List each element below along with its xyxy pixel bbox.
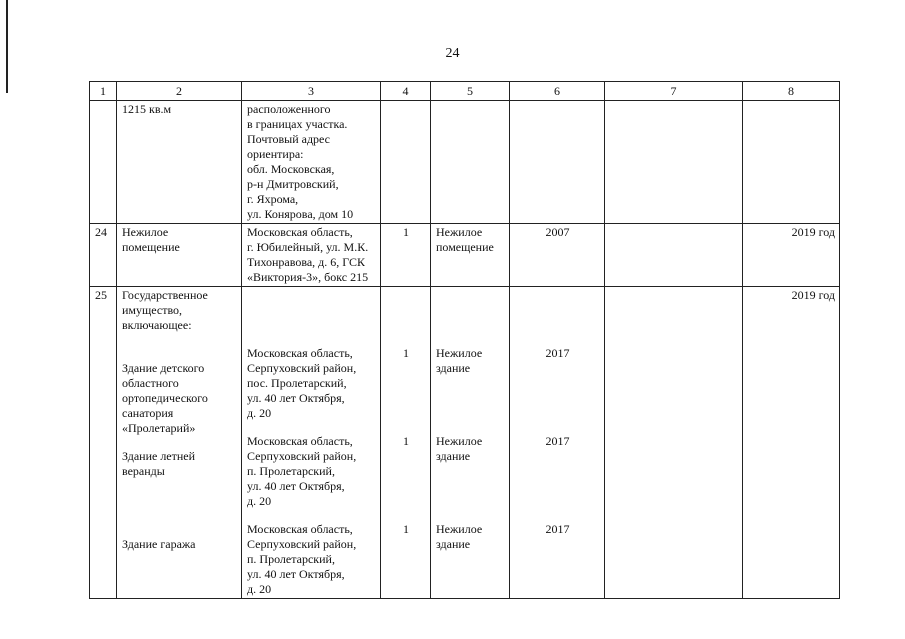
address-line: Серпуховский район, bbox=[247, 537, 357, 551]
year-cell bbox=[510, 101, 605, 224]
name-line: 1215 кв.м bbox=[122, 102, 172, 116]
header-cell: 4 bbox=[381, 82, 431, 101]
quantity-value: 1 bbox=[403, 346, 409, 360]
year-cell bbox=[510, 287, 605, 599]
year-value: 2017 bbox=[545, 434, 570, 448]
address-line: д. 20 bbox=[247, 494, 272, 508]
quantity-value: 1 bbox=[403, 434, 409, 448]
year-value: 2017 bbox=[545, 346, 570, 360]
header-cell: 1 bbox=[90, 82, 117, 101]
col7-cell bbox=[605, 287, 743, 599]
address-line: ул. 40 лет Октября, bbox=[247, 479, 345, 493]
header-cell: 7 bbox=[605, 82, 743, 101]
sub-item-name: Здание детского bbox=[122, 361, 205, 375]
sub-item-name: областного bbox=[122, 376, 179, 390]
address-line: ул. 40 лет Октября, bbox=[247, 567, 345, 581]
address-line: Московская область, bbox=[247, 434, 353, 448]
address-line: Московская область, bbox=[247, 225, 353, 239]
type-line: Нежилое bbox=[436, 522, 483, 536]
address-line: п. Пролетарский, bbox=[247, 464, 335, 478]
type-line: помещение bbox=[436, 240, 494, 254]
header-cell: 3 bbox=[242, 82, 381, 101]
name-line: имущество, bbox=[122, 303, 183, 317]
col7-cell bbox=[605, 224, 743, 287]
address-line: ориентира: bbox=[247, 147, 304, 161]
address-line: р-н Дмитровский, bbox=[247, 177, 339, 191]
name-line: Нежилое bbox=[122, 225, 169, 239]
type-cell bbox=[431, 287, 510, 599]
address-line: Московская область, bbox=[247, 346, 353, 360]
address-line: Серпуховский район, bbox=[247, 449, 357, 463]
quantity-cell: 1 bbox=[381, 224, 431, 287]
address-line: обл. Московская, bbox=[247, 162, 335, 176]
row-number-cell bbox=[90, 101, 117, 224]
address-cell bbox=[242, 224, 381, 287]
address-line: «Виктория-3», бокс 215 bbox=[247, 270, 369, 284]
type-cell bbox=[431, 224, 510, 287]
type-line: здание bbox=[436, 537, 471, 551]
address-line: Почтовый адрес bbox=[247, 132, 331, 146]
address-line: ул. 40 лет Октября, bbox=[247, 391, 345, 405]
address-line: д. 20 bbox=[247, 406, 272, 420]
page-number: 24 bbox=[445, 46, 460, 61]
header-cell: 2 bbox=[117, 82, 242, 101]
name-cell bbox=[117, 101, 242, 224]
sub-item-name: ортопедического bbox=[122, 391, 208, 405]
address-line: г. Юбилейный, ул. М.К. bbox=[247, 240, 369, 254]
address-line: д. 20 bbox=[247, 582, 272, 596]
type-line: здание bbox=[436, 449, 471, 463]
year-cell: 2007 bbox=[510, 224, 605, 287]
type-cell bbox=[431, 101, 510, 224]
col7-cell bbox=[605, 101, 743, 224]
address-line: Серпуховский район, bbox=[247, 361, 357, 375]
type-line: Нежилое bbox=[436, 225, 483, 239]
col8-value: 2019 год bbox=[791, 288, 835, 302]
address-line: п. Пролетарский, bbox=[247, 552, 335, 566]
property-table bbox=[89, 81, 840, 599]
type-line: здание bbox=[436, 361, 471, 375]
col8-cell: 2019 год bbox=[743, 224, 840, 287]
type-line: Нежилое bbox=[436, 346, 483, 360]
address-line: расположенного bbox=[247, 102, 331, 116]
sub-item-name: «Пролетарий» bbox=[122, 421, 196, 435]
quantity-cell bbox=[381, 101, 431, 224]
address-line: г. Яхрома, bbox=[247, 192, 299, 206]
address-cell bbox=[242, 101, 381, 224]
col8-cell bbox=[743, 287, 840, 599]
type-line: Нежилое bbox=[436, 434, 483, 448]
table-row bbox=[90, 101, 840, 224]
address-line: пос. Пролетарский, bbox=[247, 376, 347, 390]
header-cell: 5 bbox=[431, 82, 510, 101]
name-line: Государственное bbox=[122, 288, 208, 302]
quantity-cell bbox=[381, 287, 431, 599]
table-row bbox=[90, 287, 840, 599]
header-cell: 8 bbox=[743, 82, 840, 101]
address-line: Тихонравова, д. 6, ГСК bbox=[247, 255, 366, 269]
header-cell: 6 bbox=[510, 82, 605, 101]
row-number-cell: 25 bbox=[90, 287, 117, 599]
quantity-value: 1 bbox=[403, 522, 409, 536]
address-line: Московская область, bbox=[247, 522, 353, 536]
name-line: включающее: bbox=[122, 318, 192, 332]
sub-item-name: Здание летней bbox=[122, 449, 196, 463]
name-line: помещение bbox=[122, 240, 180, 254]
col8-cell bbox=[743, 101, 840, 224]
sub-item-name: Здание гаража bbox=[122, 537, 196, 551]
name-cell bbox=[117, 287, 242, 599]
table-row bbox=[90, 224, 840, 287]
sub-item-name: санатория bbox=[122, 406, 174, 420]
row-number-cell: 24 bbox=[90, 224, 117, 287]
table-header-row bbox=[90, 82, 840, 101]
address-cell bbox=[242, 287, 381, 599]
address-line: в границах участка. bbox=[247, 117, 348, 131]
name-cell bbox=[117, 224, 242, 287]
sub-item-name: веранды bbox=[122, 464, 165, 478]
address-line: ул. Конярова, дом 10 bbox=[247, 207, 354, 221]
year-value: 2017 bbox=[545, 522, 570, 536]
